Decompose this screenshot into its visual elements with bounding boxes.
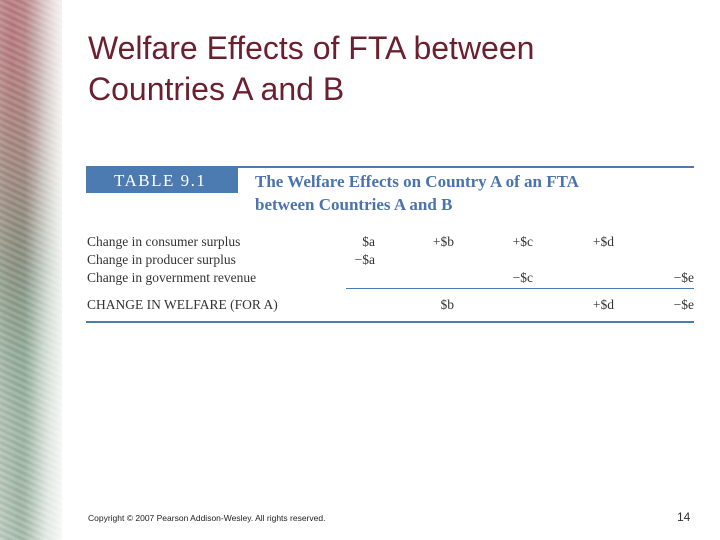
cell-consumer-c: +$c — [512, 234, 533, 249]
cell-consumer-a: $a — [362, 234, 375, 249]
cell-welfare-b: $b — [440, 297, 454, 312]
cell-welfare-e: −$e — [673, 297, 694, 312]
cell-welfare-d: +$d — [592, 297, 614, 312]
slide-title-line-1: Welfare Effects of FTA between — [88, 30, 535, 66]
page-number: 14 — [677, 510, 691, 524]
table-caption — [255, 170, 695, 216]
table-bottom-rule — [86, 321, 694, 323]
cell-consumer-b: +$b — [432, 234, 454, 249]
cell-government-c: −$c — [512, 270, 533, 285]
table-caption-line-1: The Welfare Effects on Country A of an FTA — [255, 172, 579, 191]
row-label-change-in-welfare: CHANGE IN WELFARE (FOR A) — [87, 297, 278, 312]
background-fade — [0, 0, 62, 540]
table-tag: TABLE 9.1 — [86, 168, 238, 193]
slide-title-line-2: Countries A and B — [88, 71, 345, 107]
sum-rule — [346, 288, 694, 289]
row-label-government-revenue: Change in government revenue — [87, 270, 257, 285]
copyright-footer: Copyright © 2007 Pearson Addison-Wesley. All rights reserved. — [88, 513, 326, 523]
table-caption-line-2: between Countries A and B — [255, 195, 453, 214]
row-label-producer-surplus: Change in producer surplus — [87, 252, 236, 267]
cell-government-e: −$e — [673, 270, 694, 285]
slide-title — [88, 28, 688, 110]
cell-consumer-d: +$d — [592, 234, 614, 249]
cell-producer-a: −$a — [354, 252, 375, 267]
row-label-consumer-surplus: Change in consumer surplus — [87, 234, 241, 249]
